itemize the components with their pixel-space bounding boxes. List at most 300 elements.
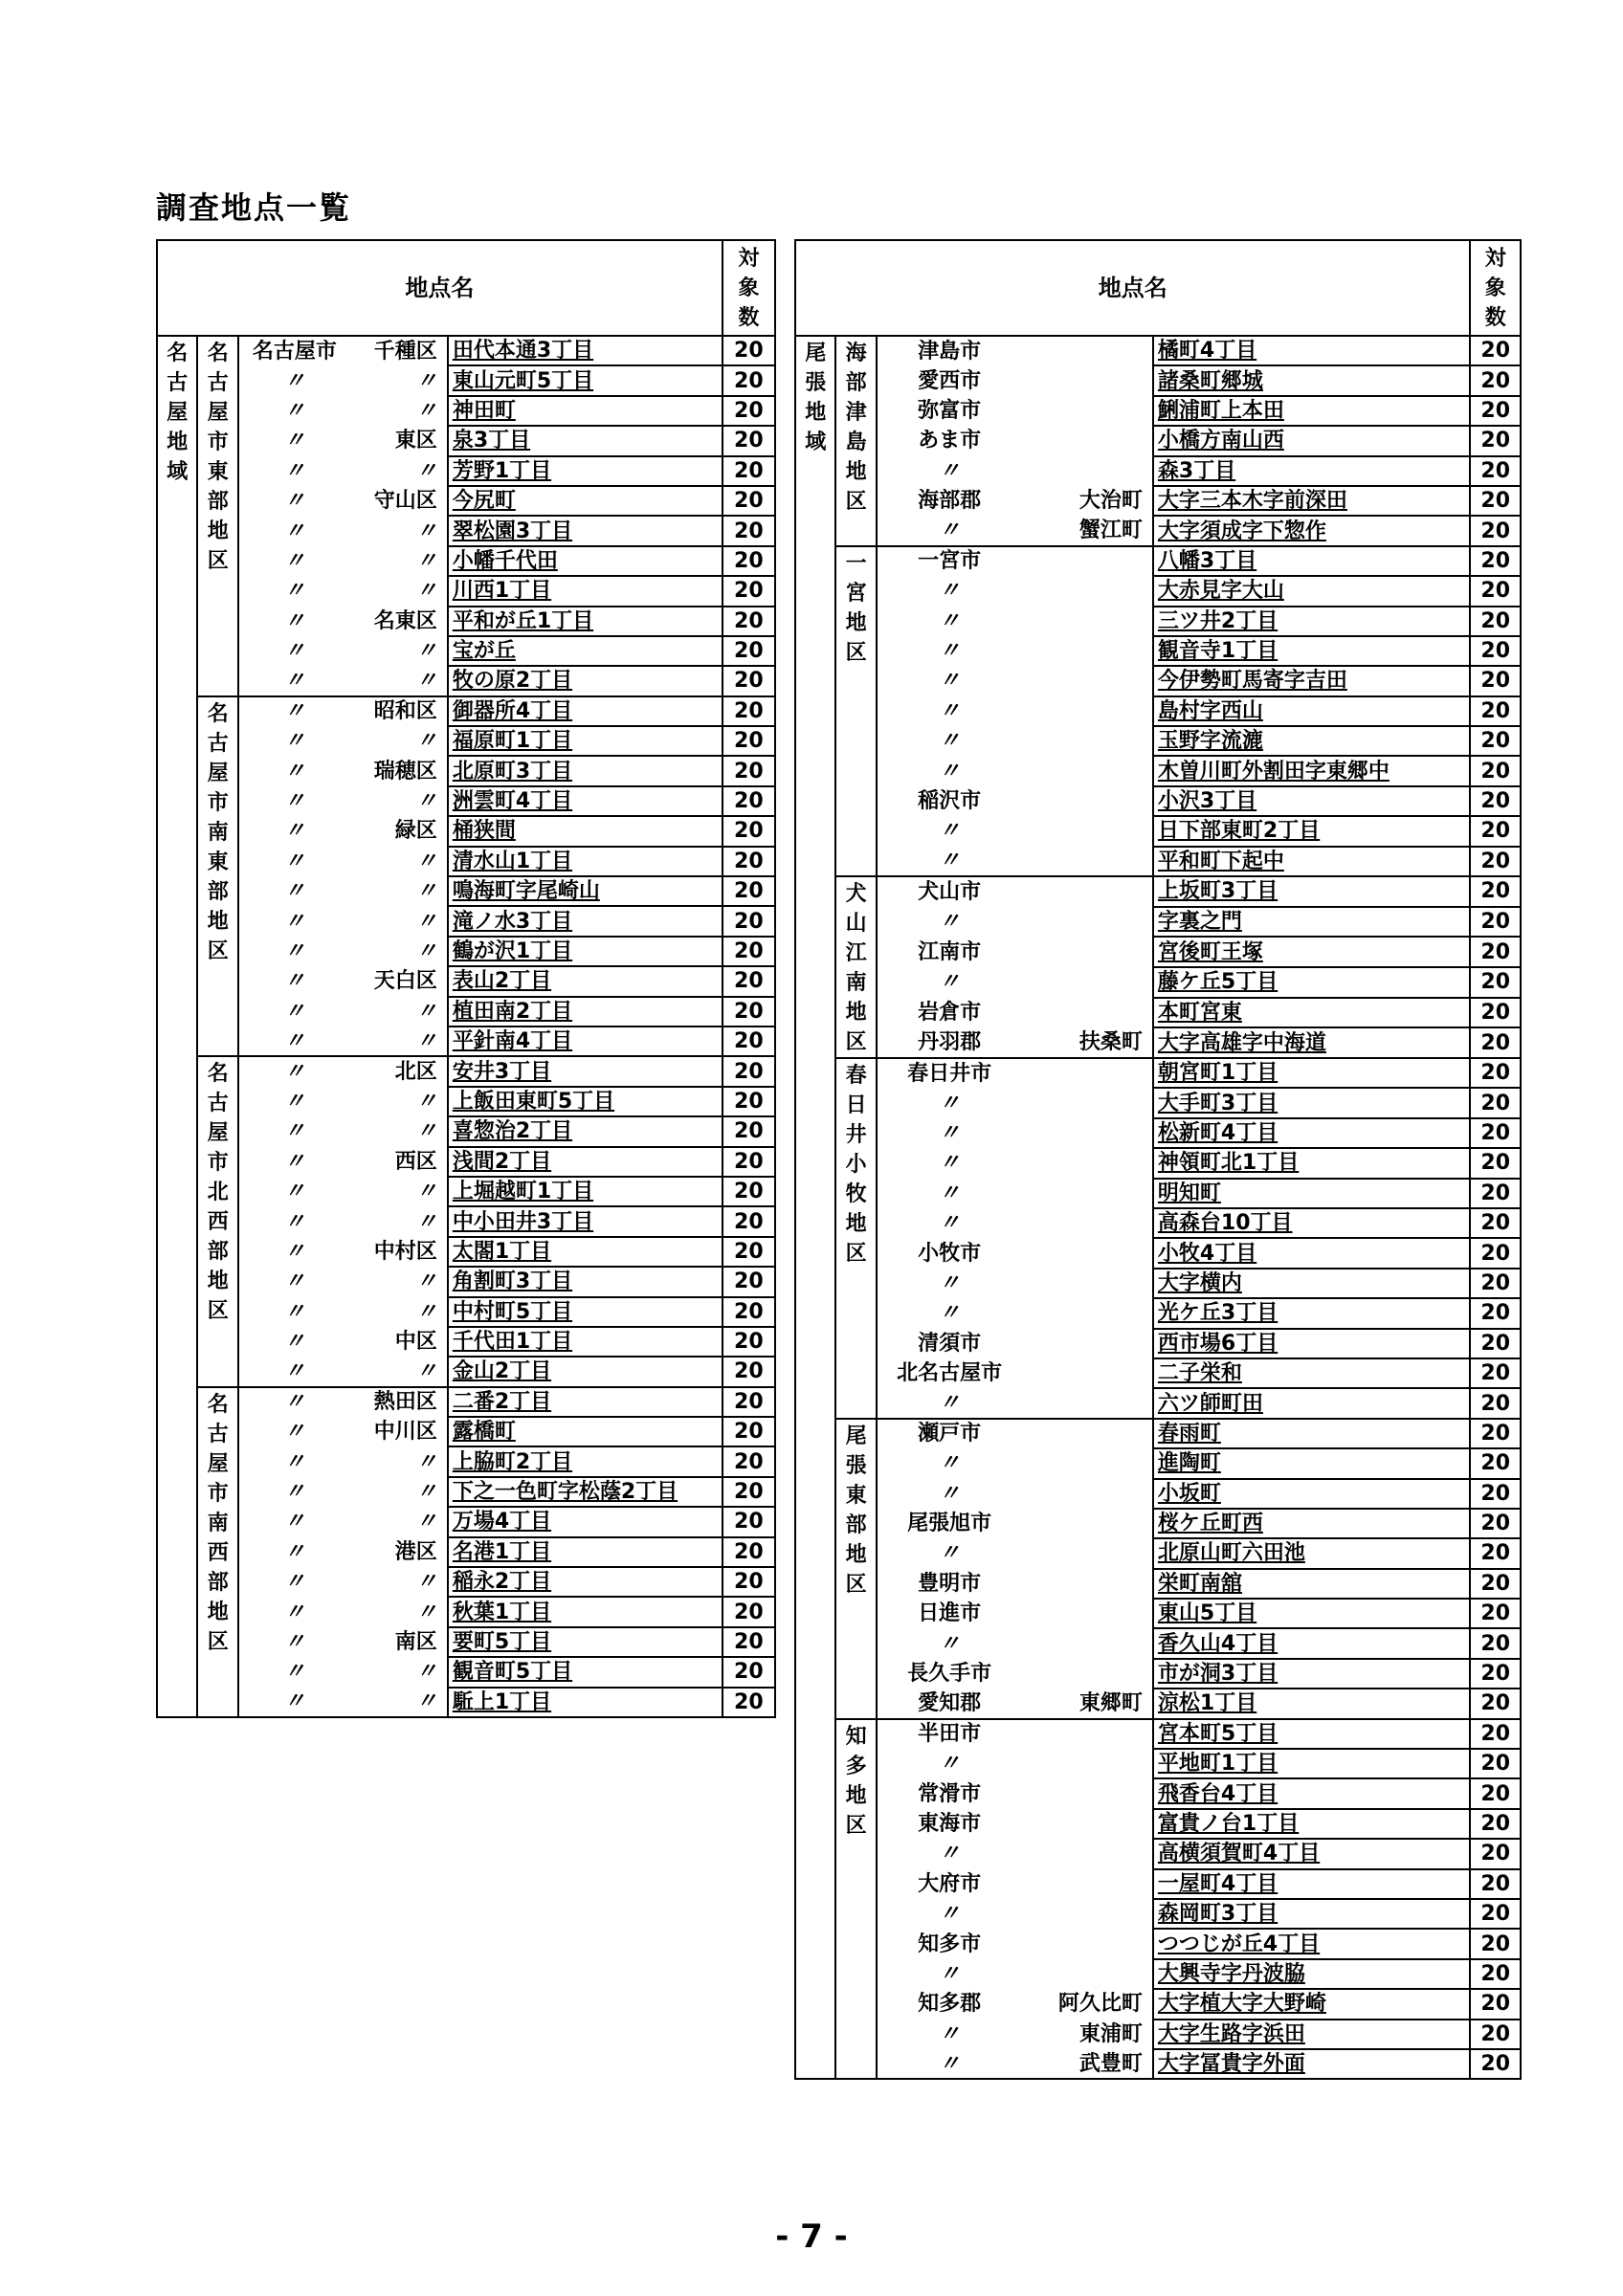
town-cell	[1021, 396, 1152, 426]
count-cell: 20	[1470, 365, 1521, 395]
city-cell: 東海市	[877, 1809, 1022, 1839]
table-row	[795, 786, 1521, 816]
ward-cell: 〃	[415, 368, 437, 393]
table-row	[157, 997, 775, 1027]
city-cell: 〃	[238, 1567, 350, 1597]
page-number: - 7 -	[775, 2218, 848, 2256]
town-cell	[1021, 1869, 1152, 1899]
city-cell: 〃	[877, 1088, 1022, 1117]
count-cell: 20	[723, 1297, 775, 1327]
table-row	[157, 1567, 775, 1597]
table-row	[157, 1027, 775, 1056]
site-name-cell: 小沢3丁目	[1153, 786, 1471, 816]
city-cell: 一宮市	[877, 546, 1022, 576]
ward-cell: 〃	[415, 909, 437, 934]
site-name-cell: 大字植大字大野崎	[1153, 1989, 1471, 2019]
town-cell	[1021, 1088, 1152, 1117]
table-row	[157, 1147, 775, 1177]
site-name-cell: 字裏之門	[1153, 907, 1471, 938]
site-name-cell: 要町5丁目	[448, 1627, 723, 1657]
city-cell: 〃	[238, 1357, 350, 1386]
site-name-cell: 桶狭間	[448, 816, 723, 846]
town-cell	[1021, 847, 1152, 876]
site-name-cell: 滝ノ水3丁目	[448, 906, 723, 936]
town-cell	[1021, 756, 1152, 785]
table-row	[795, 576, 1521, 606]
table-row	[157, 666, 775, 695]
town-cell	[1021, 1749, 1152, 1778]
town-cell	[1021, 696, 1152, 726]
count-cell: 20	[1470, 1929, 1521, 1958]
town-cell	[1021, 1569, 1152, 1599]
count-cell: 20	[1470, 1027, 1521, 1058]
city-cell: 長久手市	[877, 1659, 1022, 1689]
town-cell	[1021, 786, 1152, 816]
table-row	[795, 1569, 1521, 1599]
count-cell: 20	[723, 336, 775, 365]
city-cell: 〃	[238, 876, 350, 906]
count-cell: 20	[1470, 786, 1521, 816]
city-cell: 〃	[238, 1417, 350, 1446]
city-cell: 〃	[877, 1298, 1022, 1328]
site-name-cell: 松新町4丁目	[1153, 1118, 1471, 1148]
table-row	[157, 546, 775, 576]
count-cell: 20	[1470, 1659, 1521, 1689]
ward-cell: 西区	[394, 1149, 437, 1174]
site-name-cell: 泉3丁目	[448, 426, 723, 455]
ward-cell: 〃	[350, 666, 448, 695]
site-name-cell: 涼松1丁目	[1153, 1689, 1471, 1718]
city-cell: 〃	[238, 906, 350, 936]
site-name-cell: 平和が丘1丁目	[448, 607, 723, 636]
table-row	[795, 1269, 1521, 1298]
ward-cell: 熱田区	[350, 1387, 448, 1417]
table-row	[795, 426, 1521, 455]
ward-cell: 〃	[415, 1269, 437, 1294]
count-cell: 20	[723, 396, 775, 426]
city-cell: 日進市	[877, 1599, 1022, 1628]
site-name-cell: 平地町1丁目	[1153, 1749, 1471, 1778]
site-name-cell: 観音町5丁目	[448, 1657, 723, 1687]
left-survey-table	[156, 239, 776, 1718]
city-cell: 〃	[238, 1327, 350, 1357]
site-name-cell: 大字須成字下惣作	[1153, 516, 1471, 545]
table-row	[795, 1329, 1521, 1358]
district-label: 春 日 井 小 牧 地 区	[835, 1058, 876, 1419]
city-cell: 〃	[877, 636, 1022, 666]
table-row	[157, 1597, 775, 1626]
count-cell: 20	[1470, 1358, 1521, 1388]
table-row	[157, 1657, 775, 1687]
town-cell	[1021, 1298, 1152, 1328]
count-cell: 20	[1470, 607, 1521, 636]
district-label: 名 古 屋 市 北 西 部 地 区	[197, 1056, 237, 1386]
count-cell: 20	[1470, 756, 1521, 785]
town-cell	[1021, 426, 1152, 455]
site-name-cell: 上飯田東町5丁目	[448, 1087, 723, 1116]
city-cell: 〃	[238, 576, 350, 606]
count-cell: 20	[1470, 1118, 1521, 1148]
district-label: 海 部 津 島 地 区	[835, 336, 876, 546]
town-cell	[1021, 1419, 1152, 1448]
site-name-cell: 六ツ師町田	[1153, 1388, 1471, 1418]
ward-cell: 〃	[350, 1027, 448, 1056]
site-name-cell: 木曽川町外割田字東郷中	[1153, 756, 1471, 785]
district-label: 犬 山 江 南 地 区	[835, 876, 876, 1058]
town-cell: 東郷町	[1021, 1689, 1152, 1718]
city-cell: 〃	[238, 1116, 350, 1146]
town-cell	[1021, 937, 1152, 967]
table-row	[795, 876, 1521, 907]
table-row	[157, 966, 775, 996]
site-name-cell: 下之一色町字松蔭2丁目	[448, 1477, 723, 1507]
site-name-cell: 東山元町5丁目	[448, 365, 723, 395]
city-cell: 〃	[877, 1208, 1022, 1238]
table-row	[795, 1689, 1521, 1718]
town-cell	[1021, 907, 1152, 938]
city-cell: 〃	[877, 1179, 1022, 1208]
site-name-cell: 千代田1丁目	[448, 1327, 723, 1357]
table-row	[157, 396, 775, 426]
site-name-cell: 角割町3丁目	[448, 1267, 723, 1296]
ward-cell: 北区	[350, 1056, 448, 1086]
city-cell: 〃	[238, 786, 350, 816]
city-cell: 〃	[238, 1446, 350, 1476]
region-label: 名 古 屋 地 域	[157, 336, 197, 1717]
site-name-cell: 喜惣治2丁目	[448, 1116, 723, 1146]
ward-cell: 中川区	[373, 1420, 437, 1445]
city-cell: 〃	[238, 1206, 350, 1236]
site-name-cell: 鳴海町字尾崎山	[448, 876, 723, 906]
site-name-cell: 北原山町六田池	[1153, 1538, 1471, 1568]
ward-cell: 千種区	[350, 336, 448, 365]
count-cell: 20	[723, 1446, 775, 1476]
count-cell: 20	[723, 1387, 775, 1417]
table-row	[795, 1148, 1521, 1178]
city-cell: 〃	[238, 426, 350, 455]
town-cell	[1021, 1329, 1152, 1358]
table-row	[157, 847, 775, 876]
site-name-cell: 玉野字流漉	[1153, 726, 1471, 756]
ward-cell: 〃	[415, 1119, 437, 1144]
site-name-cell: 富貴ノ台1丁目	[1153, 1809, 1471, 1839]
count-cell: 20	[1470, 336, 1521, 365]
site-name-cell: 進陶町	[1153, 1448, 1471, 1478]
table-row	[157, 1357, 775, 1386]
ward-cell: 〃	[415, 1570, 437, 1595]
city-cell: 稲沢市	[877, 786, 1022, 816]
site-name-cell: 諸桑町郷城	[1153, 365, 1471, 395]
town-cell	[1021, 546, 1152, 576]
site-name-cell: 秋葉1丁目	[448, 1597, 723, 1626]
site-name-cell: 三ツ井2丁目	[1153, 607, 1471, 636]
city-cell: 〃	[877, 1899, 1022, 1929]
count-cell: 20	[723, 1688, 775, 1717]
count-cell: 20	[1470, 1989, 1521, 2019]
count-cell: 20	[1470, 1599, 1521, 1628]
table-row	[795, 1058, 1521, 1088]
city-cell: 丹羽郡	[877, 1027, 1022, 1058]
city-cell: 犬山市	[877, 876, 1022, 907]
table-row	[795, 456, 1521, 486]
site-name-cell: 光ケ丘3丁目	[1153, 1298, 1471, 1328]
table-row	[795, 1298, 1521, 1328]
site-name-cell: 大字生路字浜田	[1153, 2020, 1471, 2049]
site-name-cell: 神領町北1丁目	[1153, 1148, 1471, 1178]
count-cell: 20	[1470, 1148, 1521, 1178]
district-label: 名 古 屋 市 南 西 部 地 区	[197, 1387, 237, 1717]
count-cell: 20	[1470, 816, 1521, 846]
ward-cell: 〃	[415, 789, 437, 814]
count-cell: 20	[723, 636, 775, 666]
count-cell: 20	[723, 816, 775, 846]
table-row	[157, 786, 775, 816]
count-cell: 20	[723, 1116, 775, 1146]
count-cell: 20	[723, 1567, 775, 1597]
count-cell: 20	[1470, 1959, 1521, 1989]
table-row	[795, 1628, 1521, 1658]
site-name-cell: 神田町	[448, 396, 723, 426]
town-cell	[1021, 576, 1152, 606]
site-name-cell: 大興寺字丹波脇	[1153, 1959, 1471, 1989]
count-cell: 20	[1470, 696, 1521, 726]
site-name-cell: 太閤1丁目	[448, 1237, 723, 1267]
city-cell: 江南市	[877, 937, 1022, 967]
table-row	[795, 1599, 1521, 1628]
site-name-cell: 上堀越町1丁目	[448, 1177, 723, 1206]
count-cell: 20	[1470, 1208, 1521, 1238]
town-cell	[1021, 1148, 1152, 1178]
site-name-cell: 芳野1丁目	[448, 456, 723, 486]
city-cell: 〃	[238, 1507, 350, 1536]
ward-cell: 〃	[415, 729, 437, 754]
site-name-cell: 北原町3丁目	[448, 756, 723, 785]
count-cell: 20	[1470, 1269, 1521, 1298]
site-name-cell: 高横須賀町4丁目	[1153, 1839, 1471, 1868]
table-row	[157, 1537, 775, 1567]
table-row	[795, 2020, 1521, 2049]
site-name-cell: 大字横内	[1153, 1269, 1471, 1298]
table-row	[157, 937, 775, 966]
count-cell: 20	[1470, 876, 1521, 907]
table-row	[157, 336, 775, 365]
table-row	[157, 876, 775, 906]
site-name-cell: 藤ケ丘5丁目	[1153, 967, 1471, 998]
count-cell: 20	[1470, 426, 1521, 455]
town-cell	[1021, 666, 1152, 695]
count-cell: 20	[723, 546, 775, 576]
ward-cell: 〃	[415, 1480, 437, 1505]
region-label: 尾 張 地 域	[795, 336, 835, 2079]
city-cell: 〃	[877, 2049, 1022, 2079]
table-row	[157, 1507, 775, 1536]
table-row	[795, 1388, 1521, 1418]
count-cell: 20	[1470, 1689, 1521, 1718]
site-name-cell: 浅間2丁目	[448, 1147, 723, 1177]
city-cell: 〃	[238, 1627, 350, 1657]
count-cell: 20	[1470, 636, 1521, 666]
town-cell	[1021, 967, 1152, 998]
city-cell: 豊明市	[877, 1569, 1022, 1599]
count-cell: 20	[723, 937, 775, 966]
site-name-cell: 今伊勢町馬寄字吉田	[1153, 666, 1471, 695]
table-row	[157, 1446, 775, 1476]
town-cell	[1021, 607, 1152, 636]
site-name-cell: 小橋方南山西	[1153, 426, 1471, 455]
city-cell: 〃	[238, 607, 350, 636]
site-name-cell: 宮本町5丁目	[1153, 1719, 1471, 1749]
table-row	[157, 1237, 775, 1267]
table-row	[157, 1206, 775, 1236]
city-cell: 〃	[238, 1537, 350, 1567]
site-name-cell: 上脇町2丁目	[448, 1446, 723, 1476]
table-row	[157, 1627, 775, 1657]
site-name-cell: 春雨町	[1153, 1419, 1471, 1448]
count-cell: 20	[1470, 1088, 1521, 1117]
city-cell: 弥富市	[877, 396, 1022, 426]
city-cell: 〃	[238, 1087, 350, 1116]
city-cell: 津島市	[877, 336, 1022, 365]
site-name-cell: 宮後町王塚	[1153, 937, 1471, 967]
table-row	[157, 516, 775, 545]
city-cell: 瀬戸市	[877, 1419, 1022, 1448]
site-name-cell: 表山2丁目	[448, 966, 723, 996]
site-name-cell: 安井3丁目	[448, 1056, 723, 1086]
site-name-cell: 高森台10丁目	[1153, 1208, 1471, 1238]
city-cell: 〃	[238, 1267, 350, 1296]
site-name-cell: 名港1丁目	[448, 1537, 723, 1567]
count-cell: 20	[723, 1537, 775, 1567]
site-name-cell: 飛香台4丁目	[1153, 1778, 1471, 1808]
city-cell: 〃	[238, 516, 350, 545]
table-row	[157, 696, 775, 726]
count-cell: 20	[1470, 516, 1521, 545]
table-row	[795, 365, 1521, 395]
city-cell: 〃	[238, 966, 350, 996]
town-cell	[1021, 1448, 1152, 1478]
ward-cell: 〃	[415, 579, 437, 604]
city-cell: 半田市	[877, 1719, 1022, 1749]
header-count: 対 象 数	[723, 240, 775, 336]
table-row	[795, 607, 1521, 636]
count-cell: 20	[723, 1627, 775, 1657]
city-cell: 〃	[877, 456, 1022, 486]
table-row	[157, 1417, 775, 1446]
town-cell	[1021, 1959, 1152, 1989]
site-name-cell: 万場4丁目	[448, 1507, 723, 1536]
city-cell: 〃	[877, 1628, 1022, 1658]
table-row	[795, 1358, 1521, 1388]
site-name-cell: 明知町	[1153, 1179, 1471, 1208]
ward-cell: 〃	[415, 999, 437, 1024]
city-cell: 〃	[877, 516, 1022, 545]
count-cell: 20	[723, 486, 775, 516]
city-cell: 〃	[238, 1657, 350, 1687]
town-cell	[1021, 816, 1152, 846]
table-row	[795, 756, 1521, 785]
town-cell	[1021, 1208, 1152, 1238]
table-row	[795, 1869, 1521, 1899]
count-cell: 20	[1470, 1569, 1521, 1599]
ward-cell: 〃	[415, 1089, 437, 1114]
site-name-cell: 平針南4丁目	[448, 1027, 723, 1056]
site-name-cell: 小牧4丁目	[1153, 1238, 1471, 1268]
table-row	[157, 1327, 775, 1357]
city-cell: 〃	[877, 666, 1022, 695]
city-cell: 〃	[238, 1688, 350, 1717]
city-cell: 〃	[877, 2020, 1022, 2049]
table-row	[795, 546, 1521, 576]
count-cell: 20	[723, 1417, 775, 1446]
count-cell: 20	[1470, 726, 1521, 756]
table-row	[795, 1959, 1521, 1989]
table-row	[157, 1116, 775, 1146]
town-cell	[1021, 998, 1152, 1028]
site-name-cell: 本町宮東	[1153, 998, 1471, 1028]
city-cell: 〃	[238, 1147, 350, 1177]
count-cell: 20	[723, 1357, 775, 1386]
count-cell: 20	[723, 1597, 775, 1626]
city-cell: 〃	[238, 1027, 350, 1056]
count-cell: 20	[1470, 967, 1521, 998]
table-row	[795, 1208, 1521, 1238]
count-cell: 20	[1470, 1778, 1521, 1808]
city-cell: 〃	[238, 816, 350, 846]
site-name-cell: 栄町南舘	[1153, 1569, 1471, 1599]
count-cell: 20	[1470, 998, 1521, 1028]
town-cell	[1021, 1778, 1152, 1808]
city-cell: 知多郡	[877, 1989, 1022, 2019]
ward-cell: 天白区	[373, 969, 437, 994]
table-row	[795, 696, 1521, 726]
ward-cell: 〃	[415, 1180, 437, 1204]
count-cell: 20	[723, 966, 775, 996]
city-cell: 岩倉市	[877, 998, 1022, 1028]
town-cell	[1021, 1659, 1152, 1689]
site-name-cell: 島村字西山	[1153, 696, 1471, 726]
count-cell: 20	[723, 1267, 775, 1296]
count-cell: 20	[1470, 1809, 1521, 1839]
site-name-cell: 駈上1丁目	[448, 1688, 723, 1717]
city-cell: 北名古屋市	[877, 1358, 1022, 1388]
site-name-cell: つつじが丘4丁目	[1153, 1929, 1471, 1958]
city-cell: 尾張旭市	[877, 1509, 1022, 1538]
site-name-cell: 八幡3丁目	[1153, 546, 1471, 576]
town-cell	[1021, 1179, 1152, 1208]
ward-cell: 中村区	[373, 1239, 437, 1264]
count-cell: 20	[723, 696, 775, 726]
ward-cell: 〃	[415, 849, 437, 873]
site-name-cell: 翠松園3丁目	[448, 516, 723, 545]
table-row	[795, 486, 1521, 516]
table-row	[795, 1509, 1521, 1538]
count-cell: 20	[1470, 1298, 1521, 1328]
ward-cell: 昭和区	[350, 696, 448, 726]
ward-cell: 名東区	[373, 608, 437, 633]
site-name-cell: 森3丁目	[1153, 456, 1471, 486]
site-name-cell: 田代本通3丁目	[448, 336, 723, 365]
city-cell: 〃	[238, 486, 350, 516]
city-cell: 〃	[238, 1387, 350, 1417]
count-cell: 20	[723, 1177, 775, 1206]
count-cell: 20	[1470, 1899, 1521, 1929]
count-cell: 20	[1470, 2020, 1521, 2049]
table-row	[795, 1479, 1521, 1509]
count-cell: 20	[723, 456, 775, 486]
table-row	[157, 1477, 775, 1507]
table-row	[795, 1179, 1521, 1208]
city-cell: 愛西市	[877, 365, 1022, 395]
